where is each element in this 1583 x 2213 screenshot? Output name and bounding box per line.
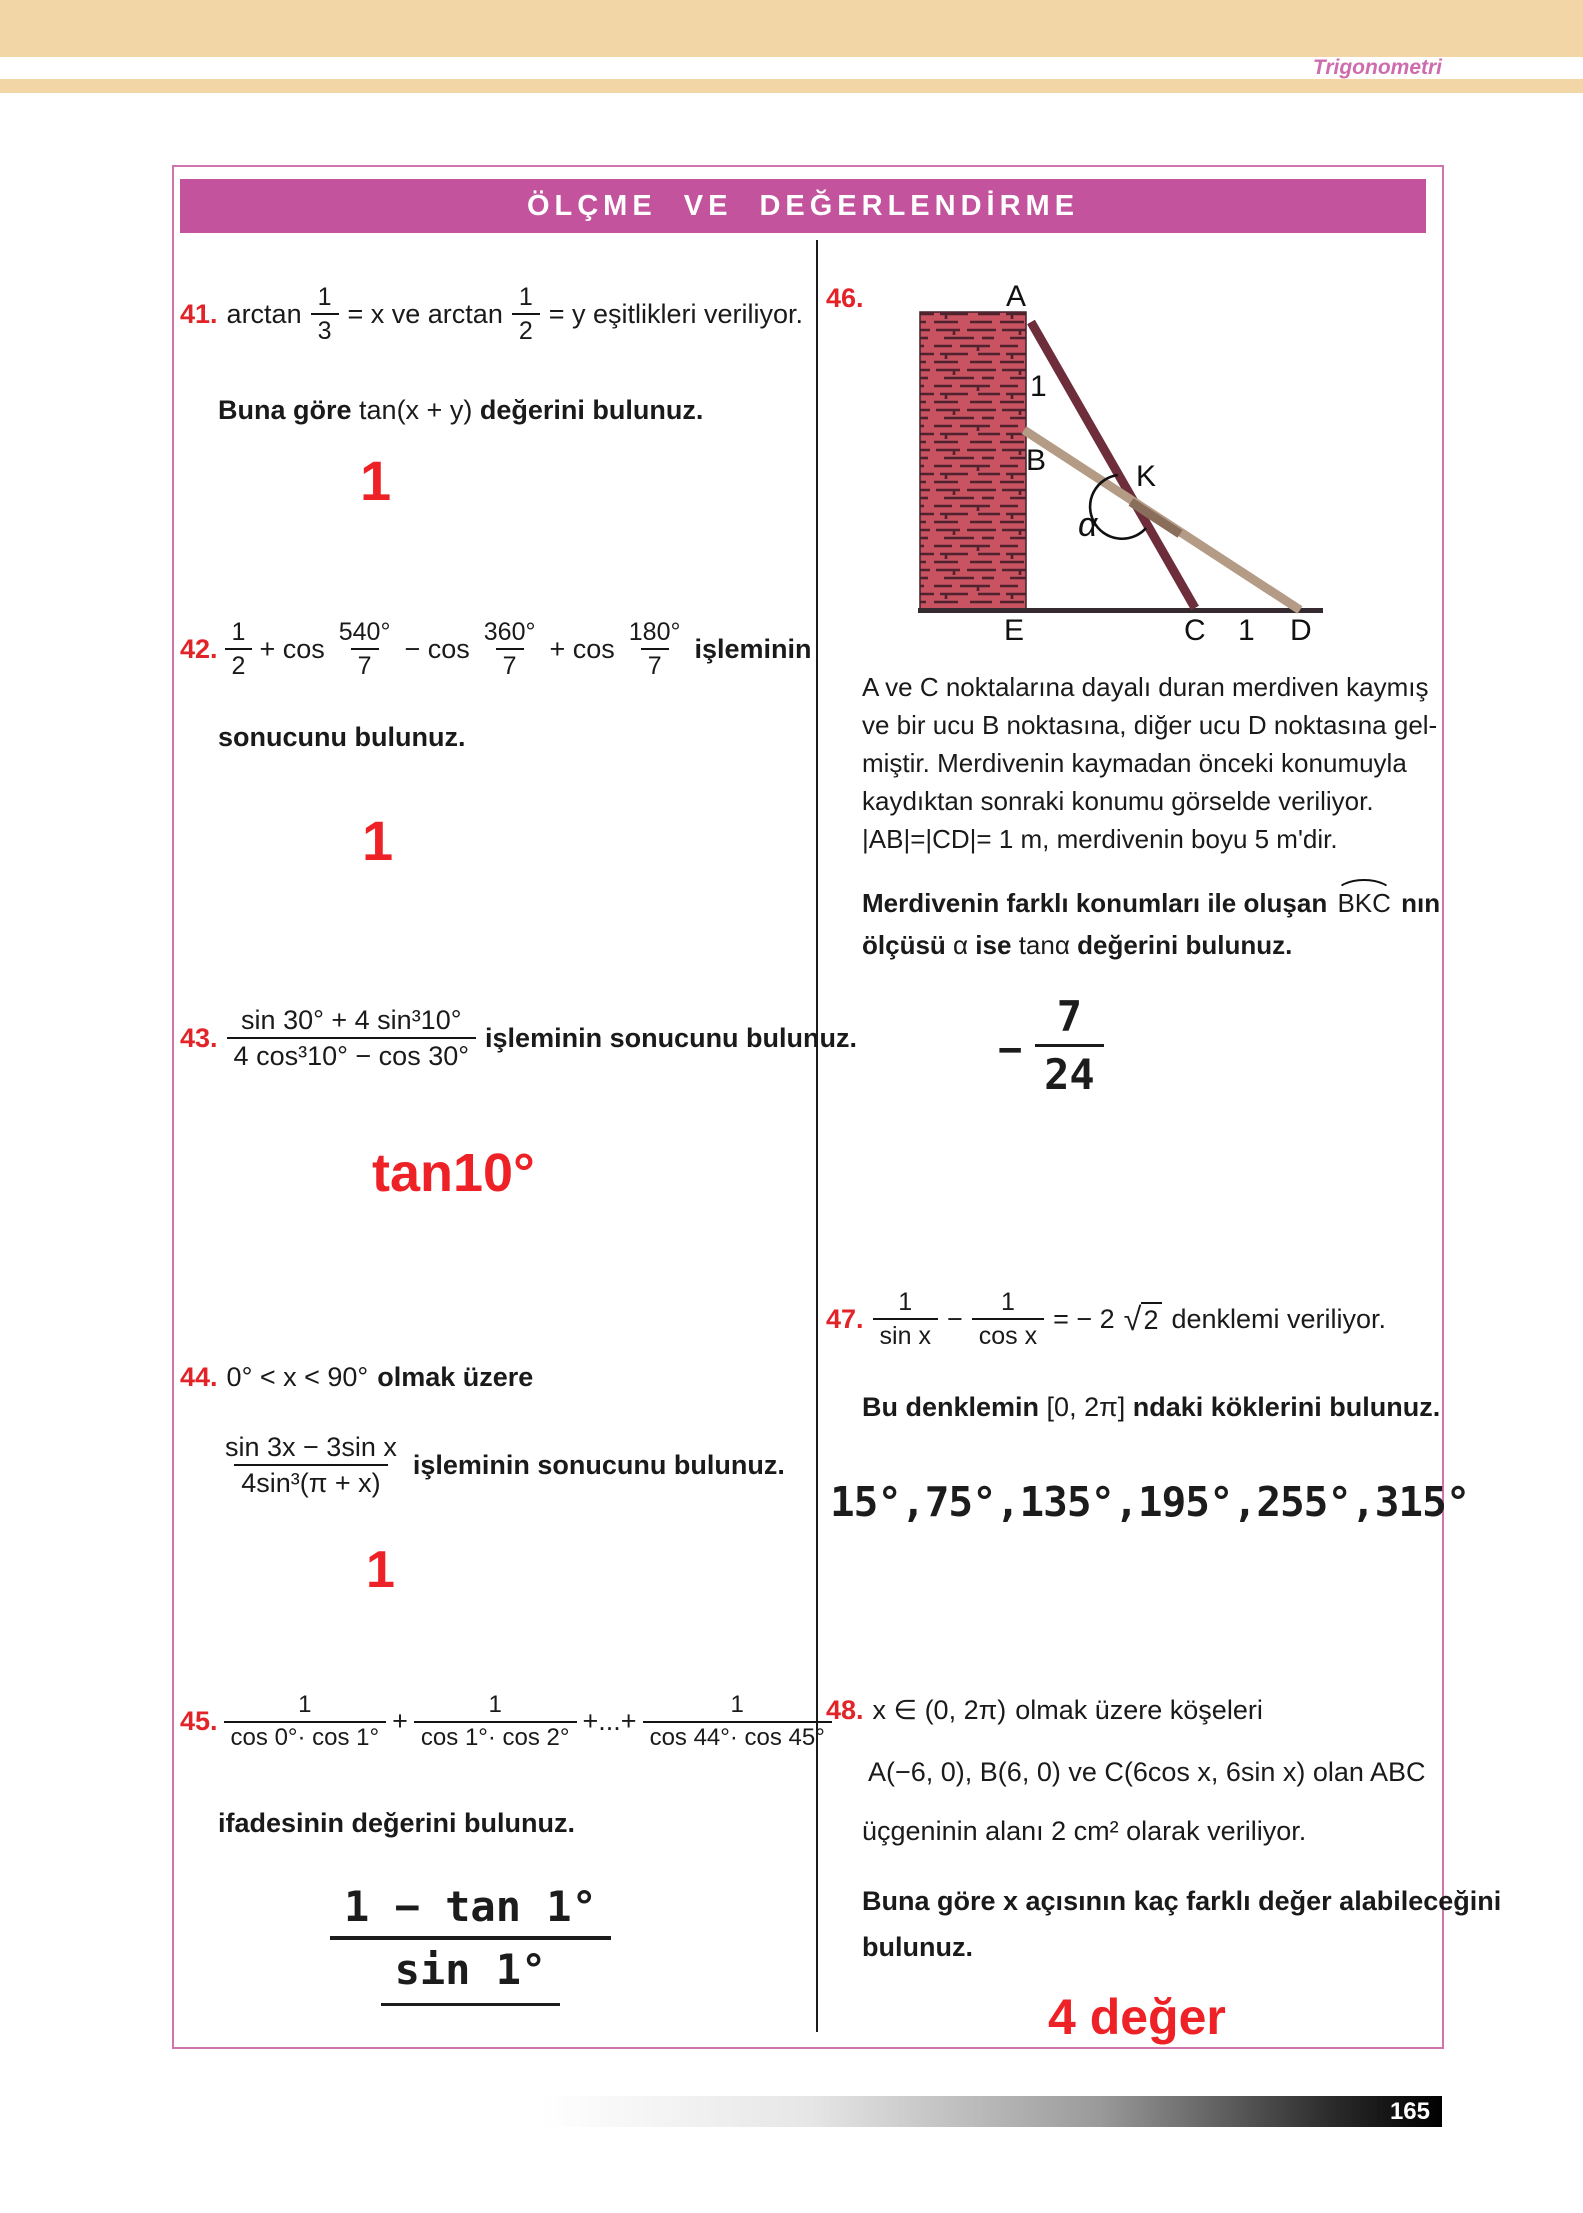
q42-number: 42.: [180, 633, 218, 664]
q48-answer: 4 değer: [1048, 1989, 1226, 2045]
q48-ask-line1: Buna göre x açısının kaç farklı değer alabileceğini: [862, 1886, 1502, 1916]
q43-ask: işleminin sonucunu bulunuz.: [485, 1022, 858, 1053]
q41-fraction-2: $\frac{1}{2}$: [512, 283, 540, 345]
column-divider: [816, 240, 818, 2032]
brick-wall: [920, 312, 1026, 609]
question-43: [180, 1005, 857, 1071]
label-1-ground: 1: [1238, 614, 1255, 644]
q46-para-line4: kaydıktan sonraki konumu görselde veriliyor.: [862, 786, 1374, 816]
page-footer-bar: [540, 2096, 1442, 2127]
q46-answer: [998, 992, 1109, 1108]
q42-op1: + cos: [259, 633, 325, 664]
question-44: [180, 1362, 533, 1393]
q45-answer: [330, 1882, 611, 2006]
q45-answer-numerator: 1 − tan 1°: [330, 1882, 611, 1940]
q44-expression: [218, 1432, 785, 1498]
q45-ask: ifadesinin değerini bulunuz.: [218, 1808, 576, 1838]
label-D: D: [1290, 614, 1312, 644]
q45-op2: +...+: [582, 1706, 637, 1737]
q46-number: 46.: [826, 283, 864, 313]
q45-op1: +: [392, 1706, 408, 1737]
radical-icon: √: [1123, 1300, 1142, 1337]
q46-ask-line2: ölçüsü α ise tanα değerini bulunuz.: [862, 930, 1293, 960]
q42-answer: 1: [362, 809, 394, 872]
chapter-title: Trigonometri: [1312, 56, 1442, 79]
q46-para-line2: ve bir ucu B noktasına, diğer ucu D noktasına gel-: [862, 710, 1438, 740]
q46-ask-line1: Merdivenin farklı konumları ile oluşan BKC nın: [862, 888, 1441, 918]
q48-line1-text: olmak üzere köşeleri: [1015, 1695, 1263, 1725]
q43-number: 43.: [180, 1022, 218, 1053]
q45-answer-denominator: sin 1°: [381, 1940, 561, 2006]
q41-pre: arctan: [226, 298, 302, 329]
q45-fraction-2: $\frac{1}{\cos 1^\circ\cdot \cos 2^\circ}$: [414, 1692, 577, 1752]
q47-op: −: [946, 1303, 963, 1334]
ladder-before: [1031, 322, 1195, 608]
question-48: [826, 1695, 1263, 1726]
q46-ladder-figure: [868, 284, 1368, 644]
q42-fraction-4: $\frac{180^\circ}{7}$: [628, 618, 681, 680]
q41-number: 41.: [180, 298, 218, 329]
q45-number: 45.: [180, 1706, 218, 1737]
question-47: [826, 1288, 1386, 1350]
label-1-wall: 1: [1030, 370, 1047, 403]
label-A: A: [1006, 284, 1027, 313]
label-E: E: [1004, 614, 1025, 644]
q42-op3: + cos: [549, 633, 615, 664]
q48-line2: A(−6, 0), B(6, 0) ve C(6cos x, 6sin x) olan ABC: [868, 1757, 1426, 1787]
q47-fraction-1: $\frac{1}{\text{sin x}}$: [873, 1288, 938, 1350]
question-42: [180, 618, 812, 680]
q46-answer-sign: −: [998, 1026, 1023, 1073]
q47-fraction-2: $\frac{1}{\text{cos x}}$: [972, 1288, 1044, 1350]
q46-paragraph: [862, 668, 1437, 858]
label-alpha: α: [1078, 506, 1098, 544]
q42-fraction-3: $\frac{360^\circ}{7}$: [483, 618, 536, 680]
section-header: [180, 179, 1426, 233]
q41-ask: Buna göre tan(x + y) değerini bulunuz.: [218, 395, 704, 425]
q41-mid: = x ve arctan: [347, 298, 503, 329]
q44-fraction: $\frac{\text{sin 3x − 3sin x}}{\text{4sin³(π + x)}}$: [225, 1432, 397, 1499]
label-K: K: [1136, 460, 1157, 493]
q42-fraction-1: $\frac{1}{2}$: [225, 618, 253, 680]
q45-fraction-1: $\frac{1}{\cos 0^\circ\cdot \cos 1^\circ}$: [224, 1692, 387, 1752]
section-title: ÖLÇME VE DEĞERLENDİRME: [526, 189, 1080, 222]
question-46: [826, 283, 864, 314]
q47-tail: denklemi veriliyor.: [1171, 1303, 1387, 1334]
q46-answer-denominator: 24: [1044, 1050, 1095, 1100]
q46-answer-numerator: 7: [1035, 992, 1104, 1047]
q46-arc-BKC: BKC: [1334, 888, 1393, 919]
q46-para-line3: miştir. Merdivenin kaymadan önceki konumuyla: [862, 748, 1407, 778]
q41-post: = y eşitlikleri veriliyor.: [548, 298, 804, 329]
q48-ask-line2: bulunuz.: [862, 1932, 973, 1962]
label-C: C: [1184, 614, 1206, 644]
q43-answer: tan10°: [372, 1143, 535, 1203]
label-B: B: [1026, 444, 1047, 477]
top-band-thin: [0, 79, 1583, 93]
q47-number: 47.: [826, 1303, 864, 1334]
q42-fraction-2: $\frac{540^\circ}{7}$: [338, 618, 391, 680]
q41-answer: 1: [360, 449, 392, 512]
q44-condition-bold: olmak üzere: [377, 1362, 534, 1392]
question-41: [180, 283, 803, 345]
q48-domain: x ∈ (0, 2π): [872, 1695, 1007, 1725]
q46-para-line5: |AB|=|CD|= 1 m, merdivenin boyu 5 m'dir.: [862, 824, 1338, 854]
q42-ask: sonucunu bulunuz.: [218, 722, 466, 752]
q44-answer: 1: [366, 1541, 395, 1599]
q44-number: 44.: [180, 1362, 218, 1392]
q41-fraction-1: $\frac{1}{3}$: [311, 283, 339, 345]
top-band: [0, 0, 1583, 57]
ground-line: [918, 608, 1323, 613]
q44-condition: 0° < x < 90°: [226, 1362, 369, 1392]
question-45: [180, 1692, 832, 1752]
q47-rhs: = − 2: [1053, 1303, 1115, 1334]
page-number: 165: [1389, 2098, 1430, 2125]
q45-fraction-3: $\frac{1}{\cos 44^\circ\cdot \cos 45^\circ}$: [643, 1692, 832, 1752]
q44-ask: işleminin sonucunu bulunuz.: [412, 1449, 785, 1480]
q42-op2: − cos: [404, 633, 470, 664]
q47-sqrt: √ 2: [1124, 1302, 1163, 1336]
q43-fraction: $\frac{\text{sin 30° + 4 sin³10°}}{\text{4 cos³10° − cos 30°}}$: [227, 1005, 476, 1071]
q46-para-line1: A ve C noktalarına dayalı duran merdiven kaymış: [862, 672, 1429, 702]
q47-answer: 15°,75°,135°,195°,255°,315°: [830, 1478, 1470, 1526]
q48-line3: üçgeninin alanı 2 cm² olarak veriliyor.: [862, 1816, 1307, 1846]
q48-number: 48.: [826, 1695, 864, 1725]
q47-ask: Bu denklemin [0, 2π] ndaki köklerini bulunuz.: [862, 1392, 1441, 1422]
q42-tail: işleminin: [694, 633, 812, 664]
chapter-strip: [0, 57, 1442, 79]
